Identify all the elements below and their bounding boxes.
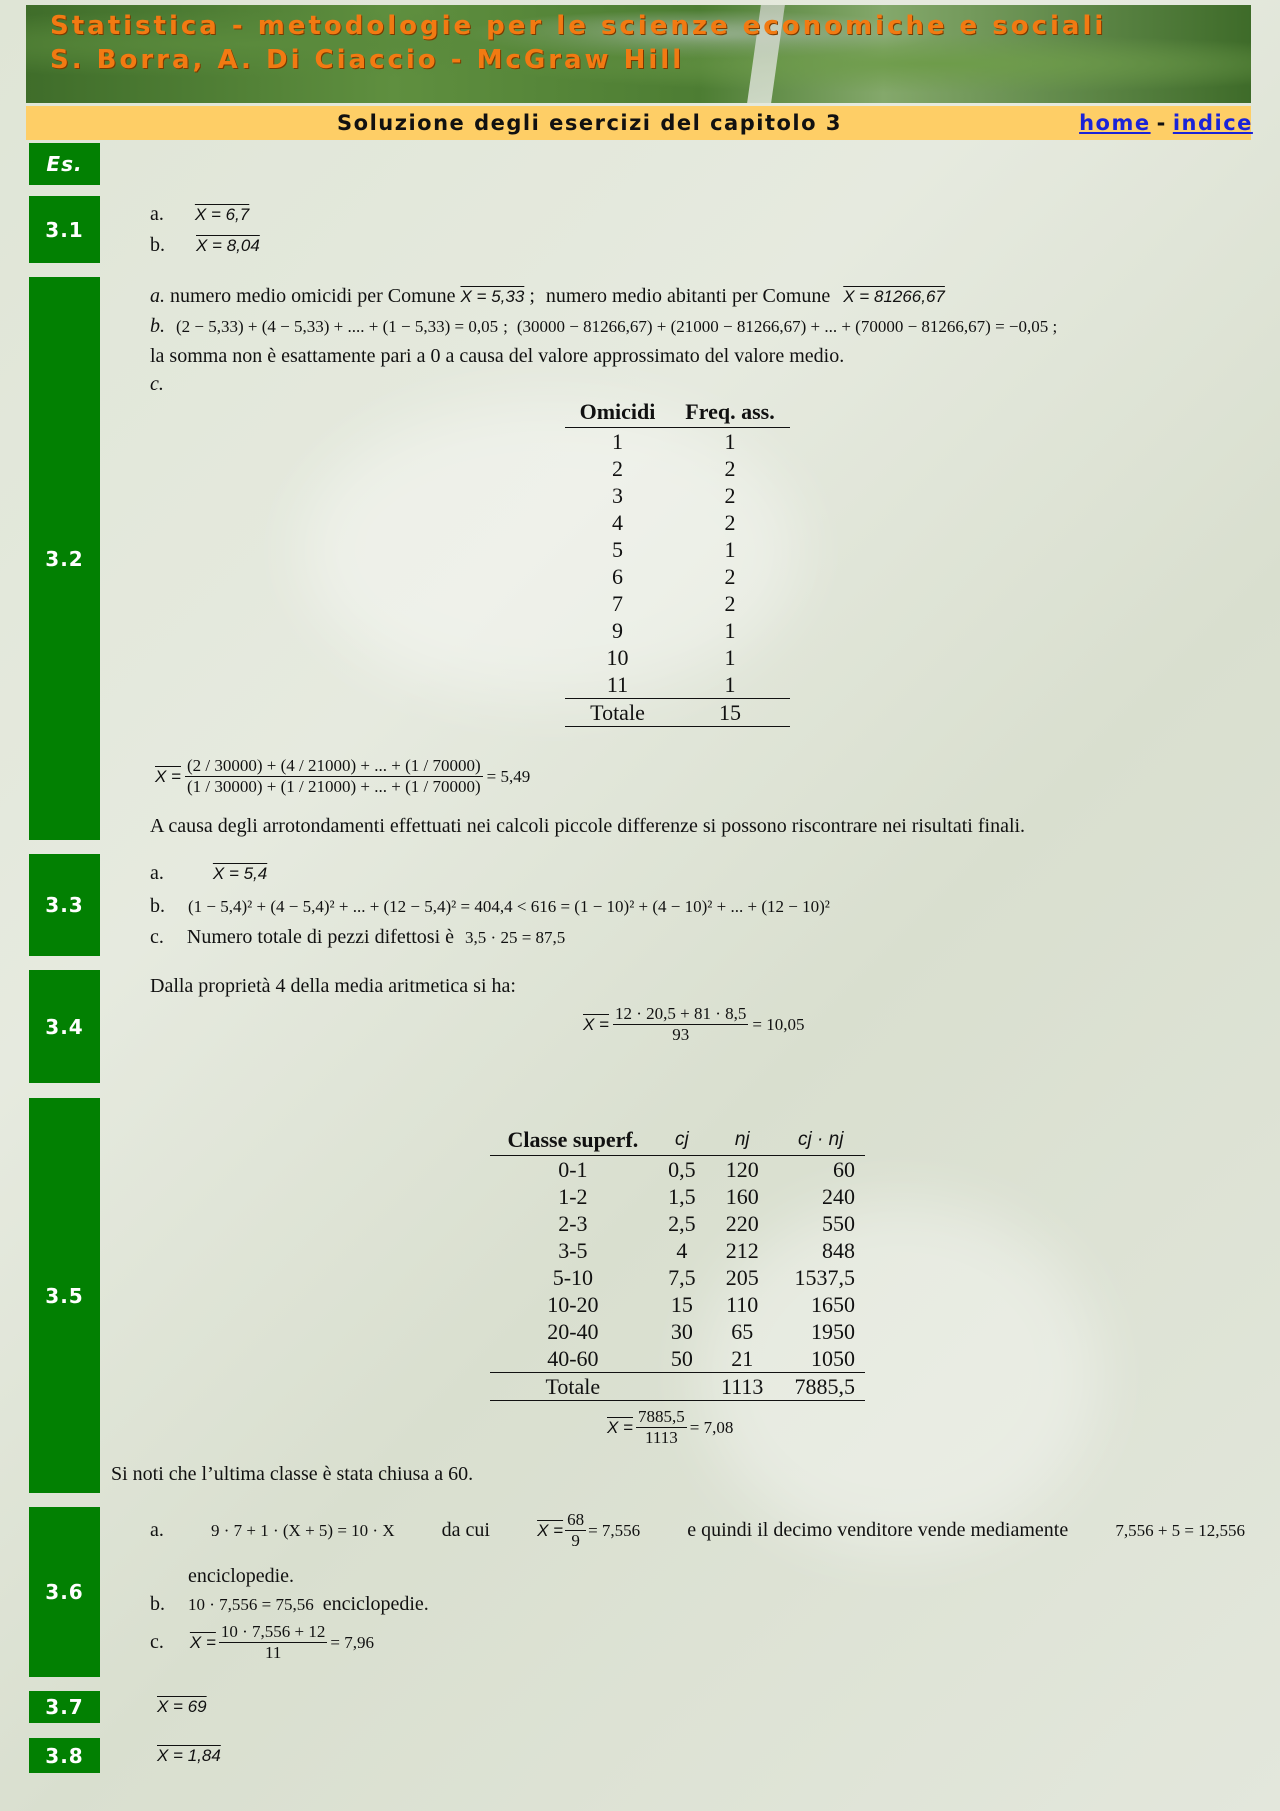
table-row: 6 2	[612, 563, 736, 589]
column-header: Freq. ass.	[670, 397, 790, 428]
ex33-c: c. Numero totale di pezzi difettosi è 3,5 · 25 = 87,5	[150, 926, 566, 948]
exercise-label: 3.1	[29, 196, 100, 263]
rounding-note: A causa degli arrotondamenti effettuati nei calcoli piccole differenze si possono riscontrare nei risultati finali.	[150, 815, 1026, 837]
book-authors: S. Borra, A. Di Ciaccio - McGraw Hill	[50, 45, 685, 75]
mean-formula: X = 5,33	[460, 287, 525, 306]
table-row: 5-10 7,5 205 1537,5	[552, 1264, 855, 1290]
ex32-note: la somma non è esattamente pari a 0 a causa del valore approssimato del valore medio.	[150, 345, 845, 367]
mean-formula: X = 81266,67	[843, 287, 945, 306]
class-table	[490, 1125, 865, 1401]
ex37-formula: X = 69	[157, 1697, 207, 1716]
exercise-label: 3.6	[29, 1507, 100, 1677]
mean-formula: X = 5,4	[212, 864, 268, 883]
grouped-mean-formula: X = $\frac{7885,5}{1113}$ = 7,08	[607, 1407, 734, 1447]
ex32-a: a. numero medio omicidi per Comune X = 5,33 ; numero medio abitanti per Comune X = 81266,67	[150, 285, 945, 307]
exercise-label: 3.4	[29, 970, 100, 1083]
ex31-a: a. X = 6,7	[150, 203, 250, 225]
table-row: 20-40 30 65 1950	[547, 1318, 855, 1344]
header-spacer	[26, 106, 100, 140]
table-row: 1 1	[612, 428, 736, 454]
table-row: 4 2	[612, 509, 736, 535]
weighted-mean-formula: X = $\frac{12 \cdot 20,5 + 81 \cdot 8,5}{93}$ = 10,05	[583, 1004, 805, 1044]
last-class-note: Si noti che l’ultima classe è stata chiusa a 60.	[111, 1463, 474, 1485]
table-total-row: Totale 1113 7885,5	[490, 1373, 865, 1401]
ex33-b: b. (1 − 5,4)² + (4 − 5,4)² + ... + (12 − 5,4)² = 404,4 < 616 = (1 − 10)² + (4 − 10)² + ... + (12 − 10)²	[150, 895, 830, 917]
table-row: 5 1	[612, 536, 736, 562]
page-title: Soluzione degli esercizi del capitolo 3	[337, 111, 842, 135]
harmonic-mean-formula: X = $\frac{(2 / 30000) + (4 / 21000) + ... + (1 / 70000)}{(1 / 30000) + (1 / 21000) + ... + (1 / 70000)}$ = 5,49	[155, 756, 531, 796]
table-row: 0-1 0,5 120 60	[558, 1156, 855, 1182]
column-header: Classe superf.	[490, 1125, 656, 1156]
banner-image	[26, 5, 1251, 103]
exercise-label: 3.2	[29, 277, 100, 840]
ex36-c: c. X = $\frac{10 \cdot 7,556 + 12}{11}$ = 7,96	[150, 1622, 374, 1662]
table-row: 10-20 15 110 1650	[547, 1291, 855, 1317]
exercise-column-header: Es.	[29, 143, 100, 185]
exercise-label: 3.7	[29, 1691, 100, 1723]
frequency-table	[565, 397, 790, 727]
ex36-b: b. 10 · 7,556 = 75,56 enciclopedie.	[150, 1593, 429, 1615]
table-row: 3-5 4 212 848	[558, 1237, 855, 1263]
table-row: 9 1	[612, 617, 736, 643]
exercise-label: 3.5	[29, 1098, 100, 1493]
table-row: 3 2	[612, 482, 736, 508]
nav-separator: -	[1156, 111, 1167, 135]
ex33-a: a. X = 5,4	[150, 862, 268, 884]
home-link[interactable]: home	[1079, 111, 1151, 135]
table-row: 11 1	[606, 671, 736, 697]
nav-links	[1081, 106, 1251, 140]
column-header: cj · nj	[777, 1125, 866, 1156]
chapter-header	[26, 106, 1251, 140]
exercise-label: 3.3	[29, 854, 100, 956]
ex36-a: a. 9 · 7 + 1 · (X + 5) = 10 · X da cui X = $\frac{68}{9}$ = 7,556 e quindi il decimo venditore vende mediamente 7,556 + 5 = 12,556	[150, 1510, 1245, 1550]
table-row: 2-3 2,5 220 550	[558, 1210, 855, 1236]
table-row: 7 2	[612, 590, 736, 616]
index-link[interactable]: indice	[1172, 111, 1253, 135]
column-header: nj	[708, 1125, 777, 1156]
column-header: cj	[656, 1125, 708, 1156]
ex34-text: Dalla proprietà 4 della media aritmetica si ha:	[150, 975, 516, 997]
column-header: Omicidi	[565, 397, 670, 428]
mean-formula: X = 8,04	[196, 236, 260, 255]
table-total-row: Totale 15	[565, 699, 790, 727]
exercise-label: 3.8	[29, 1738, 100, 1773]
table-row: 10 1	[606, 644, 736, 670]
ex36-a-cont: enciclopedie.	[188, 1565, 295, 1587]
table-row: 40-60 50 21 1050	[547, 1345, 855, 1371]
ex31-b: b. X = 8,04	[150, 234, 260, 256]
mean-formula: X = 6,7	[194, 205, 250, 224]
ex32-c-label: c.	[150, 373, 164, 395]
ex38-formula: X = 1,84	[157, 1746, 221, 1765]
table-row: 1-2 1,5 160 240	[558, 1183, 855, 1209]
book-title: Statistica - metodologie per le scienze economiche e sociali	[50, 11, 1107, 41]
table-row: 2 2	[612, 455, 736, 481]
ex32-b: b. (2 − 5,33) + (4 − 5,33) + .... + (1 − 5,33) = 0,05 ; (30000 − 81266,67) + (21000 − 81266,67) + ... + (70000 − 81266,67) = −0,05 ;	[150, 315, 1058, 337]
